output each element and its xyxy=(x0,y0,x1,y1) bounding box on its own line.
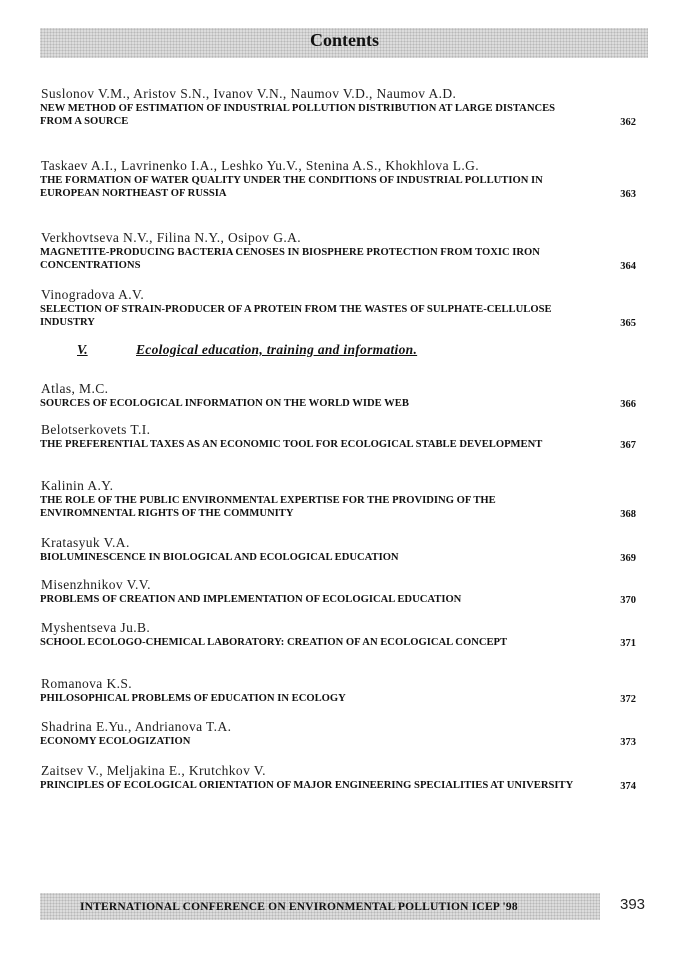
entry-authors: Kratasyuk V.A. xyxy=(41,535,130,550)
toc-entry xyxy=(40,763,648,792)
entry-title: PRINCIPLES OF ECOLOGICAL ORIENTATION OF MAJOR ENGINEERING SPECIALITIES AT UNIVERSITY xyxy=(40,780,574,791)
entry-title: SELECTION OF STRAIN-PRODUCER OF A PROTEIN FROM THE WASTES OF SULPHATE-CELLULOSE INDUSTRY xyxy=(40,304,552,328)
entry-page-number: 374 xyxy=(620,781,636,792)
entry-authors: Romanova K.S. xyxy=(41,676,133,691)
entry-page-number: 373 xyxy=(620,737,636,748)
entry-title: THE FORMATION OF WATER QUALITY UNDER THE CONDITIONS OF INDUSTRIAL POLLUTION IN EUROPEAN NORTHEAST OF RUSSIA xyxy=(40,175,543,199)
entry-title: PHILOSOPHICAL PROBLEMS OF EDUCATION IN ECOLOGY xyxy=(40,693,346,704)
entry-title: THE PREFERENTIAL TAXES AS AN ECONOMIC TOOL FOR ECOLOGICAL STABLE DEVELOPMENT xyxy=(40,439,543,450)
entry-authors: Kalinin A.Y. xyxy=(41,478,114,493)
entry-page-number: 365 xyxy=(620,318,636,329)
entry-authors: Suslonov V.M., Aristov S.N., Ivanov V.N., Naumov V.D., Naumov A.D. xyxy=(41,86,457,101)
entry-title: BIOLUMINESCENCE IN BIOLOGICAL AND ECOLOGICAL EDUCATION xyxy=(40,552,399,563)
page-folio: 393 xyxy=(620,896,646,913)
entry-title: SOURCES OF ECOLOGICAL INFORMATION ON THE WORLD WIDE WEB xyxy=(40,398,409,409)
entry-authors: Vinogradova A.V. xyxy=(41,287,145,302)
toc-entry xyxy=(40,719,648,748)
entry-authors: Belotserkovets T.I. xyxy=(41,422,151,437)
entry-authors: Myshentseva Ju.B. xyxy=(41,620,151,635)
entry-page-number: 367 xyxy=(620,440,636,451)
section-number: V. xyxy=(77,342,88,357)
entry-title: ECONOMY ECOLOGIZATION xyxy=(40,736,191,747)
entry-authors: Taskaev A.I., Lavrinenko I.A., Leshko Yu.V., Stenina A.S., Khokhlova L.G. xyxy=(41,158,480,173)
entry-authors: Misenzhnikov V.V. xyxy=(41,577,151,592)
entry-page-number: 363 xyxy=(620,189,636,200)
toc-entry xyxy=(40,577,648,606)
entry-authors: Verkhovtseva N.V., Filina N.Y., Osipov G.A. xyxy=(41,230,302,245)
entry-page-number: 364 xyxy=(620,261,636,272)
toc-entry xyxy=(40,535,648,564)
page-title: Contents xyxy=(309,30,379,50)
section-heading xyxy=(40,340,648,362)
entry-page-number: 369 xyxy=(620,553,636,564)
toc-entry xyxy=(40,287,648,329)
toc-entry xyxy=(40,478,648,520)
toc-entry xyxy=(40,158,648,200)
toc-entry xyxy=(40,230,648,272)
entry-title: MAGNETITE-PRODUCING BACTERIA CENOSES IN BIOSPHERE PROTECTION FROM TOXIC IRON CONCENTRATIONS xyxy=(40,247,540,271)
toc-entry xyxy=(40,676,648,705)
entry-page-number: 371 xyxy=(620,638,636,649)
toc-entry xyxy=(40,620,648,649)
entry-authors: Shadrina E.Yu., Andrianova T.A. xyxy=(41,719,232,734)
entry-page-number: 370 xyxy=(620,595,636,606)
entry-title: NEW METHOD OF ESTIMATION OF INDUSTRIAL POLLUTION DISTRIBUTION AT LARGE DISTANCES FROM A SOURCE xyxy=(40,103,556,127)
footer-conference-title: INTERNATIONAL CONFERENCE ON ENVIRONMENTAL POLLUTION ICEP '98 xyxy=(80,901,518,913)
toc-entry xyxy=(40,86,648,128)
entry-page-number: 372 xyxy=(620,694,636,705)
entry-title: PROBLEMS OF CREATION AND IMPLEMENTATION OF ECOLOGICAL EDUCATION xyxy=(40,594,462,605)
toc-entry xyxy=(40,381,648,410)
entry-page-number: 366 xyxy=(620,399,636,410)
toc-entry xyxy=(40,422,648,451)
entry-title: THE ROLE OF THE PUBLIC ENVIRONMENTAL EXPERTISE FOR THE PROVIDING OF THE ENVIROMNENTAL RIGHTS OF THE COMMUNITY xyxy=(40,495,496,519)
section-title: Ecological education, training and information. xyxy=(136,342,418,357)
entry-title: SCHOOL ECOLOGO-CHEMICAL LABORATORY: CREATION OF AN ECOLOGICAL CONCEPT xyxy=(40,637,508,648)
entry-page-number: 368 xyxy=(620,509,636,520)
entry-authors: Atlas, M.C. xyxy=(41,381,109,396)
entry-page-number: 362 xyxy=(620,117,636,128)
entry-authors: Zaitsev V., Meljakina E., Krutchkov V. xyxy=(41,763,266,778)
